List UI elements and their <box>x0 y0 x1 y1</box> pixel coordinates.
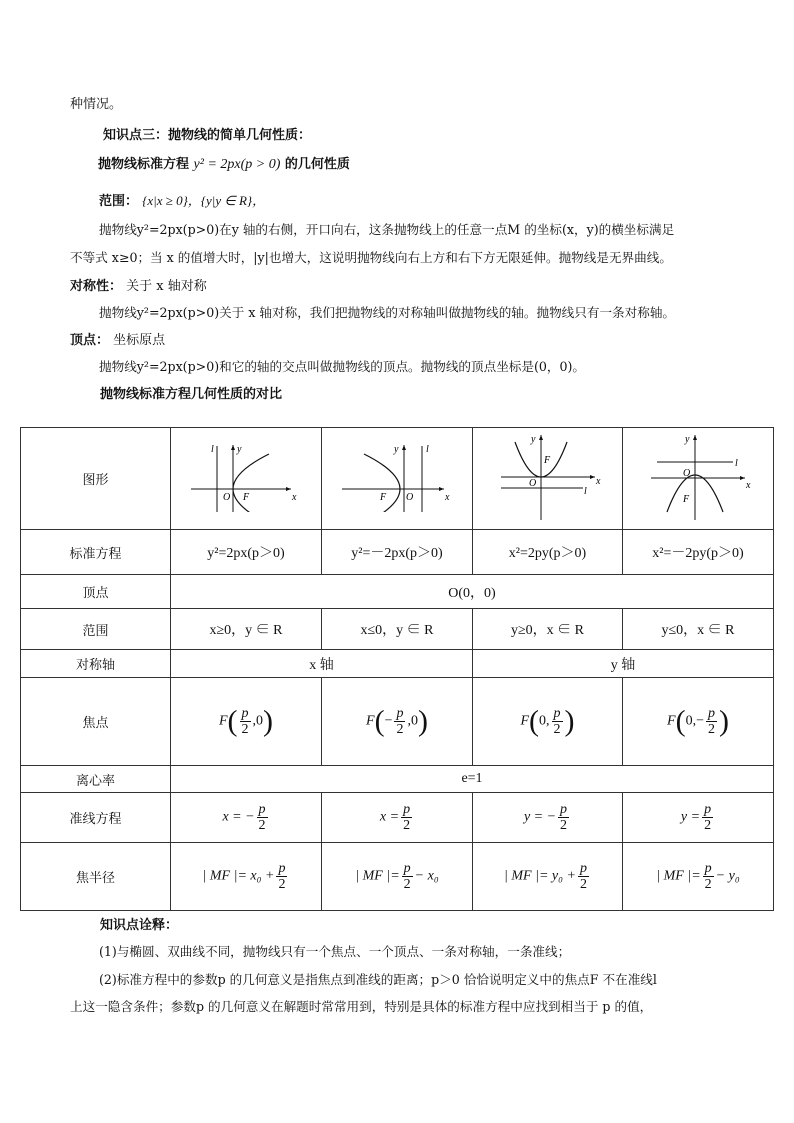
range-up: y≥0，x ∈ R <box>473 609 623 650</box>
focus-numerator: p <box>396 706 404 721</box>
parabola-up-figure <box>493 432 603 522</box>
focus-pre: 0, <box>539 713 550 729</box>
table-row-axis <box>21 650 774 678</box>
row-header-axis: 对称轴 <box>21 650 171 678</box>
directrix-lhs: x = <box>379 809 400 825</box>
focal-radius-denominator: 2 <box>403 877 411 892</box>
origin-label: O <box>683 467 691 479</box>
focus-symbol: F <box>667 713 676 729</box>
directrix-denominator: 2 <box>704 818 712 833</box>
equation-up: x²=2py(p＞0) <box>473 530 623 575</box>
symmetry-label: 对称性： <box>70 279 123 294</box>
focal-radius-right <box>171 843 322 911</box>
focal-radius-pre: | MF |= y₀ + <box>504 868 576 884</box>
table-row-range <box>21 609 774 650</box>
range-label: 范围： <box>99 194 139 209</box>
range-down: y≤0，x ∈ R <box>623 609 774 650</box>
focus-numerator: p <box>241 706 249 721</box>
focus-up: F(0, $\frac{p}{2}$ ) <box>473 678 623 766</box>
range-paragraph-line1: 抛物线y²=2px(p>0)在y 轴的右侧，开口向右，这条抛物线上的任意一点M 的坐标(x，y)的横坐标满足 <box>99 222 675 237</box>
focus-label: F <box>380 491 387 503</box>
focal-radius-numerator: p <box>403 861 411 876</box>
y-axis-label: y <box>394 443 399 455</box>
focus-down: F(0,− $\frac{p}{2}$ ) <box>623 678 774 766</box>
table-row-focus <box>21 678 774 766</box>
figure-right-opening <box>171 428 322 530</box>
focus-denominator: 2 <box>707 722 715 737</box>
note-2-line1: (2)标准方程中的参数p 的几何意义是指焦点到准线的距离；p＞0 恰恰说明定义中的焦点F 不在准线l <box>99 972 657 987</box>
directrix-down <box>623 793 774 843</box>
comparison-table <box>20 427 774 911</box>
directrix-numerator: p <box>704 802 712 817</box>
focus-symbol: F <box>218 713 228 729</box>
focus-symbol: F <box>520 713 530 729</box>
x-axis-label: x <box>746 479 751 491</box>
focus-post: ,0 <box>252 713 264 729</box>
focus-label: F <box>243 491 250 503</box>
equation-right: y²=2px(p＞0) <box>171 530 322 575</box>
figure-down-opening <box>623 428 774 530</box>
directrix-numerator: p <box>560 802 568 817</box>
subtitle-pre: 抛物线标准方程 <box>98 157 190 172</box>
directrix-right <box>171 793 322 843</box>
table-row-eccentricity <box>21 766 774 793</box>
compare-title: 抛物线标准方程几何性质的对比 <box>100 387 283 402</box>
directrix-label: l <box>583 485 587 497</box>
focus-label: F <box>543 454 550 466</box>
subtitle <box>98 153 350 173</box>
range-right: x≥0，y ∈ R <box>171 609 322 650</box>
row-header-range: 范围 <box>21 609 171 650</box>
focal-radius-pre: | MF |= <box>355 868 400 884</box>
x-axis-label: x <box>595 475 600 487</box>
focal-radius-post: − y₀ <box>715 868 740 884</box>
symmetry-heading <box>70 275 207 294</box>
equation-left: y²=－2px(p＞0) <box>322 530 473 575</box>
focal-radius-denominator: 2 <box>704 877 712 892</box>
x-axis-label: x <box>445 491 450 503</box>
focal-radius-post: − x₀ <box>414 868 439 884</box>
focal-radius-numerator: p <box>579 861 587 876</box>
focal-radius-pre: | MF |= <box>656 868 701 884</box>
directrix-left <box>322 793 473 843</box>
focal-radius-denominator: 2 <box>579 877 587 892</box>
vertex-paragraph: 抛物线y²=2px(p>0)和它的轴的交点叫做抛物线的顶点。抛物线的顶点坐标是(0，0)。 <box>99 359 586 374</box>
focus-left: F(− $\frac{p}{2}$ ,0) <box>322 678 473 766</box>
table-row-figure <box>21 428 774 530</box>
table-row-equation <box>21 530 774 575</box>
directrix-label: l <box>211 443 214 455</box>
intro-tail: 种情况。 <box>70 97 123 112</box>
vertex-label: 顶点： <box>70 333 110 348</box>
directrix-denominator: 2 <box>560 818 568 833</box>
focal-radius-down <box>623 843 774 911</box>
axis-x: x 轴 <box>171 650 473 678</box>
directrix-numerator: p <box>258 802 266 817</box>
focus-pre: − <box>384 713 393 729</box>
vertex-heading <box>70 329 165 348</box>
equation-down: x²=－2py(p＞0) <box>623 530 774 575</box>
focus-denominator: 2 <box>241 722 249 737</box>
directrix-label: l <box>735 457 738 469</box>
origin-label: O <box>406 491 414 503</box>
y-axis-label: y <box>530 433 535 445</box>
notes-title: 知识点诠释： <box>100 918 179 933</box>
focal-radius-denominator: 2 <box>278 877 286 892</box>
origin-label: O <box>223 491 231 503</box>
symmetry-value: 关于 x 轴对称 <box>126 279 207 294</box>
range-sets: {x|x ≥ 0}，{y|y ∈ R}， <box>142 193 266 208</box>
row-header-equation: 标准方程 <box>21 530 171 575</box>
row-header-directrix: 准线方程 <box>21 793 171 843</box>
directrix-denominator: 2 <box>403 818 411 833</box>
table-row-vertex <box>21 575 774 609</box>
figure-up-opening <box>473 428 623 530</box>
eccentricity-value: e=1 <box>171 766 774 793</box>
table-row-focal-radius <box>21 843 774 911</box>
focus-denominator: 2 <box>396 722 404 737</box>
range-left: x≤0，y ∈ R <box>322 609 473 650</box>
focus-right: F( $\frac{p}{2}$ ,0) <box>171 678 322 766</box>
range-paragraph-line2: 不等式 x≥0；当 x 的值增大时，|y|也增大，这说明抛物线向右上方和右下方无限延伸。抛物线是无界曲线。 <box>70 250 672 265</box>
focus-numerator: p <box>553 706 561 721</box>
note-1: (1)与椭圆、双曲线不同，抛物线只有一个焦点、一个顶点、一条对称轴，一条准线； <box>99 944 571 959</box>
focal-radius-numerator: p <box>704 861 712 876</box>
directrix-denominator: 2 <box>258 818 266 833</box>
focus-numerator: p <box>707 706 715 721</box>
row-header-focus: 焦点 <box>21 678 171 766</box>
row-header-figure: 图形 <box>21 428 171 530</box>
row-header-focal-radius: 焦半径 <box>21 843 171 911</box>
subtitle-post: 的几何性质 <box>284 157 350 172</box>
focus-label: F <box>683 493 690 505</box>
y-axis-label: y <box>237 443 242 455</box>
vertex-value: O(0，0) <box>171 575 774 609</box>
vertex-value: 坐标原点 <box>113 333 166 348</box>
note-2-line2: 上这一隐含条件；参数p 的几何意义在解题时常常用到，特别是具体的标准方程中应找到相当于 p 的值， <box>70 999 653 1014</box>
directrix-lhs: y = − <box>523 809 557 825</box>
row-header-eccentricity: 离心率 <box>21 766 171 793</box>
symmetry-paragraph: 抛物线y²=2px(p>0)关于 x 轴对称，我们把抛物线的对称轴叫做抛物线的轴。抛物线只有一条对称轴。 <box>99 305 676 320</box>
directrix-lhs: x = − <box>222 809 255 825</box>
y-axis-label: y <box>685 433 690 445</box>
directrix-numerator: p <box>403 802 411 817</box>
section-title: 知识点三：抛物线的简单几何性质： <box>103 128 312 143</box>
range-heading <box>99 190 265 209</box>
directrix-label: l <box>426 443 429 455</box>
subtitle-equation: y² = 2px(p > 0) <box>193 157 281 172</box>
parabola-down-figure <box>643 432 753 522</box>
table-row-directrix <box>21 793 774 843</box>
directrix-lhs: y = <box>680 809 701 825</box>
focal-radius-numerator: p <box>278 861 286 876</box>
axis-y: y 轴 <box>473 650 774 678</box>
row-header-vertex: 顶点 <box>21 575 171 609</box>
focus-symbol: F <box>366 713 375 729</box>
focus-post: ,0 <box>407 713 418 729</box>
directrix-up <box>473 793 623 843</box>
focal-radius-pre: | MF |= x₀ + <box>202 868 275 884</box>
focal-radius-left <box>322 843 473 911</box>
origin-label: O <box>528 477 536 489</box>
focus-denominator: 2 <box>553 722 561 737</box>
figure-left-opening <box>322 428 473 530</box>
focal-radius-up <box>473 843 623 911</box>
focus-pre: 0,− <box>685 713 704 729</box>
parabola-right-figure <box>191 442 301 512</box>
x-axis-label: x <box>292 491 297 503</box>
parabola-left-figure <box>342 442 452 512</box>
